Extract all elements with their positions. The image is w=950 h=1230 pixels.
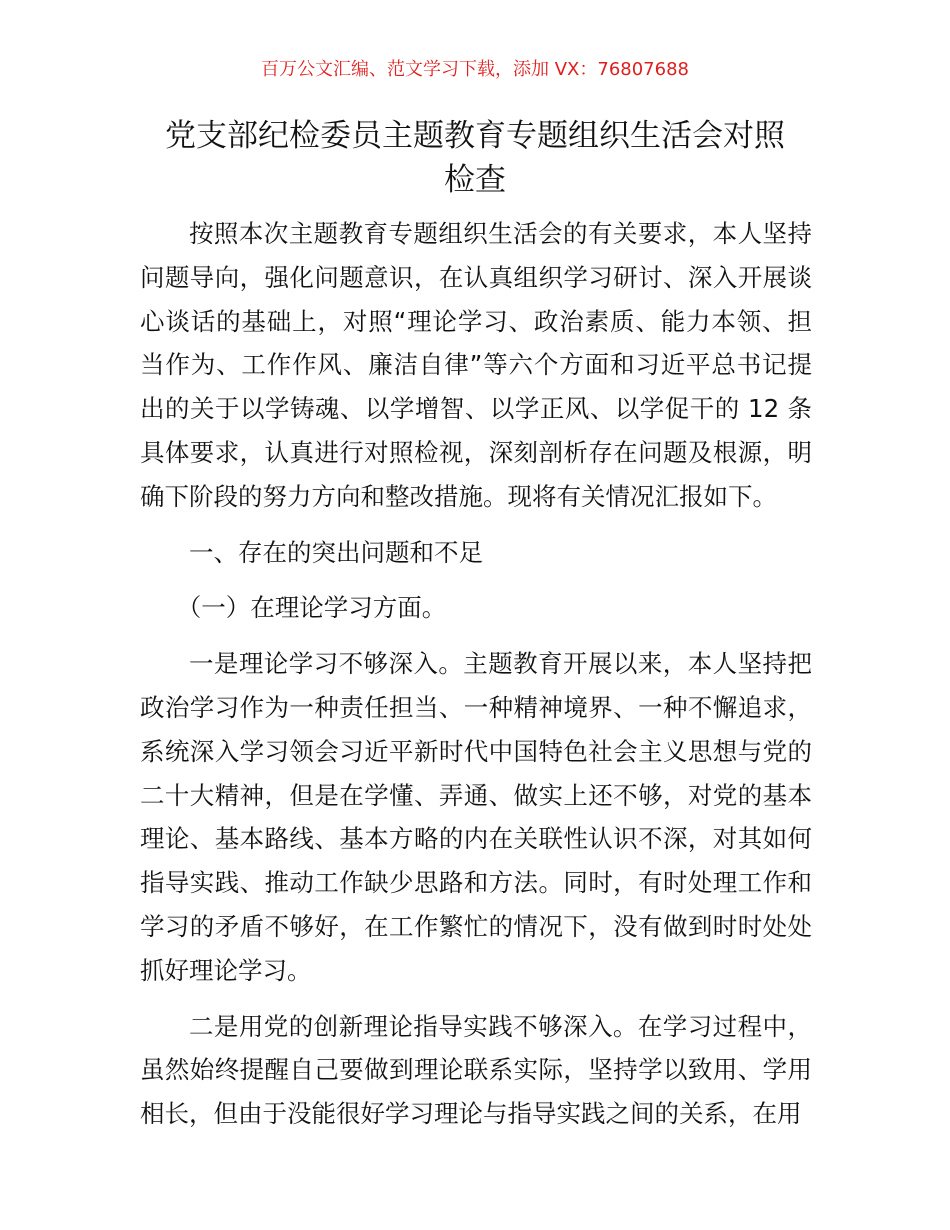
body-paragraph-2: 二是用党的创新理论指导实践不够深入。在学习过程中，虽然始终提醒自己要做到理论联系实际，坚持学以致用、学用相长，但由于没能很好学习理论与指导实践之间的关系，在用 xyxy=(140,1011,812,1129)
promo-banner: 百万公文汇编、范文学习下载，添加 VX：76807688 xyxy=(261,59,689,80)
document-title-line-1: 党支部纪检委员主题教育专题组织生活会对照 xyxy=(165,118,785,154)
section-heading-problems: 一、存在的突出问题和不足 xyxy=(189,537,483,567)
document-title-line-2: 检查 xyxy=(444,162,506,198)
document-body xyxy=(140,212,812,1148)
document-title xyxy=(90,114,860,202)
body-paragraph-1: 一是理论学习不够深入。主题教育开展以来，本人坚持把政治学习作为一种责任担当、一种精神境界、一种不懈追求，系统深入学习领会习近平新时代中国特色社会主义思想与党的二十大精神，但是在学懂、弄通、做实上还不够，对党的基本理论、基本路线、基本方略的内在关联性认识不深，对其如何指导实践、推动工作缺少思路和方法。同时，有时处理工作和学习的矛盾不够好，在工作繁忙的情况下，没有做到时时处处抓好理论学习。 xyxy=(140,649,812,985)
subsection-heading-theory-study: （一）在理论学习方面。 xyxy=(176,593,447,623)
intro-paragraph: 按照本次主题教育专题组织生活会的有关要求，本人坚持问题导向，强化问题意识，在认真组织学习研讨、深入开展谈心谈话的基础上，对照“理论学习、政治素质、能力本领、担当作为、工作作风、廉洁自律”等六个方面和习近平总书记提出的关于以学铸魂、以学增智、以学正风、以学促干的 12 条具体要求，认真进行对照检视，深刻剖析存在问题及根源，明确下阶段的努力方向和整改措施。现将有关情况汇报如下。 xyxy=(140,219,812,511)
